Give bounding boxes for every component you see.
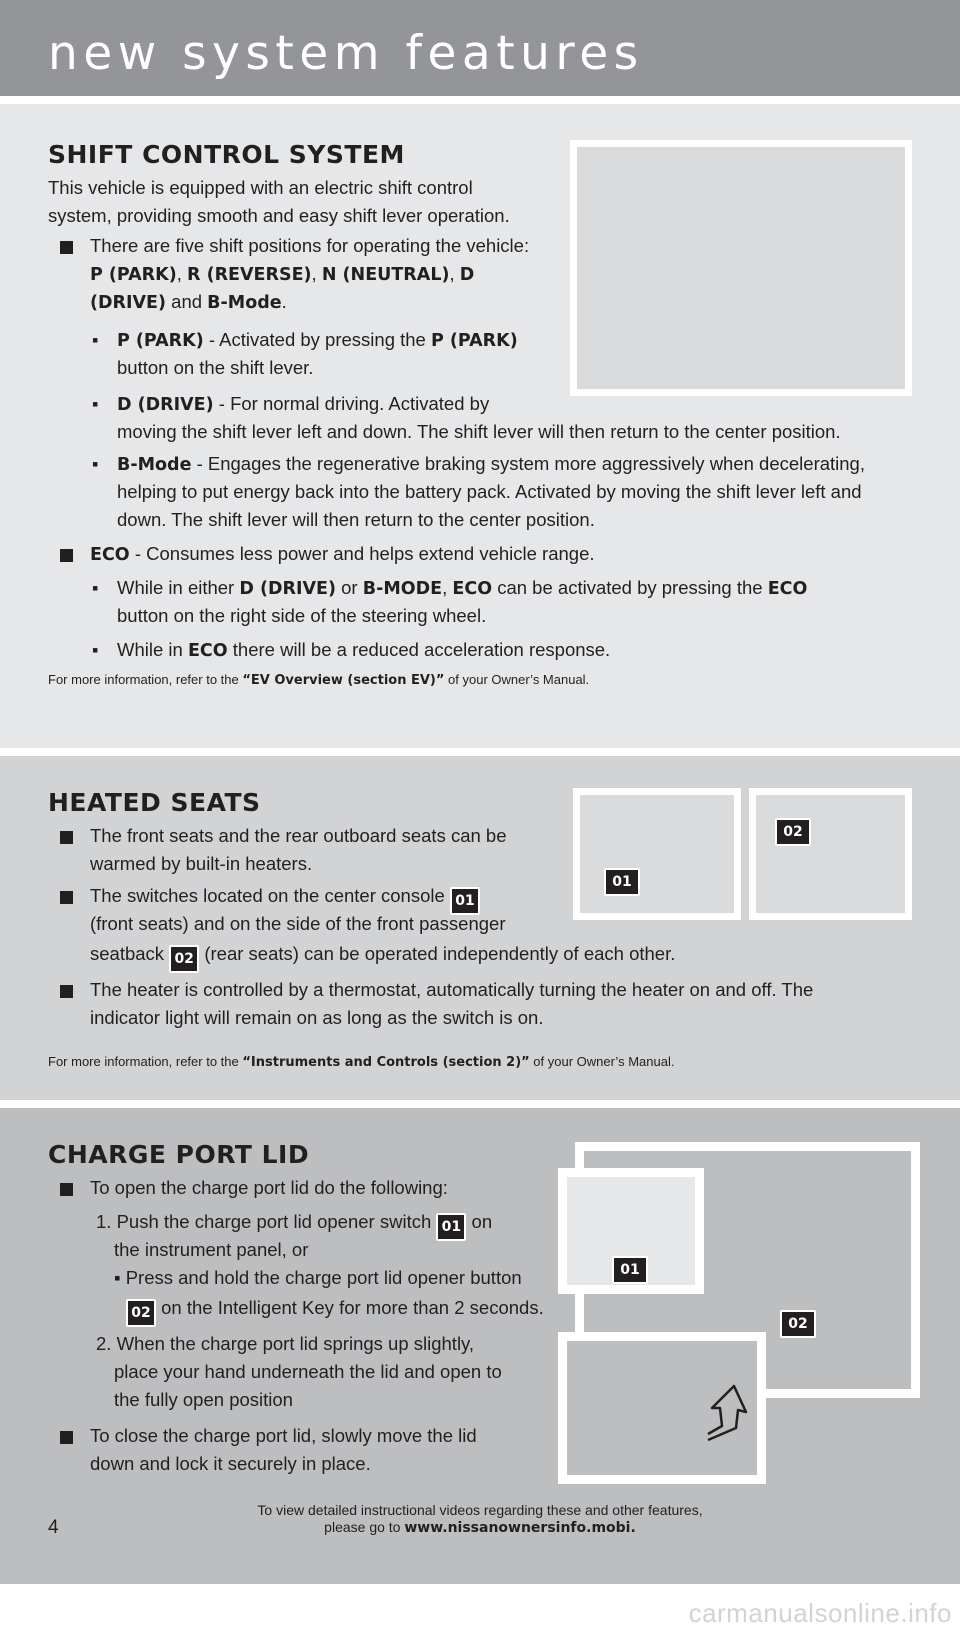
- shift-intro-line1: This vehicle is equipped with an electric shift control: [48, 177, 473, 198]
- bmode-item-line2: helping to put energy back into the battery pack. Activated by moving the shift lever left and: [117, 481, 862, 502]
- park-item-line2: button on the shift lever.: [117, 357, 314, 378]
- inline-callout-02: 02: [126, 1299, 156, 1327]
- charge-close-line2: down and lock it securely in place.: [90, 1453, 371, 1474]
- charge-step1-sub-line1: ▪ Press and hold the charge port lid opener button: [114, 1267, 522, 1288]
- label-reverse: R (REVERSE): [187, 265, 312, 285]
- bmode-item-line1: B-Mode - Engages the regenerative braking system more aggressively when decelerating,: [117, 453, 865, 475]
- heated-section-title: HEATED SEATS: [48, 788, 261, 817]
- charge-step1-sub-line2: 02 on the Intelligent Key for more than 2 seconds.: [126, 1294, 544, 1327]
- page-number: 4: [48, 1517, 59, 1538]
- heated-seats-photo-front: [573, 788, 741, 920]
- five-positions-line1: There are five shift positions for operating the vehicle:: [90, 235, 530, 256]
- eco-sub1-line1: While in either D (DRIVE) or B-MODE, ECO can be activated by pressing the ECO: [117, 577, 808, 599]
- charge-step2-line2: place your hand underneath the lid and open to: [114, 1361, 502, 1382]
- photo-callout-02: 02: [780, 1310, 816, 1338]
- footer-note-line1: To view detailed instructional videos regarding these and other features,: [257, 1502, 703, 1518]
- shift-more-info: For more information, refer to the “EV Overview (section EV)” of your Owner’s Manual.: [48, 672, 590, 688]
- bullet-square-icon: [60, 891, 73, 904]
- label-drive: (DRIVE): [90, 293, 167, 313]
- charge-open-line: To open the charge port lid do the following:: [90, 1177, 448, 1198]
- bullet-square-icon: [60, 1183, 73, 1196]
- five-positions-line2: P (PARK), R (REVERSE), N (NEUTRAL), D: [90, 263, 475, 285]
- heated-item3-line2: indicator light will remain on as long as the switch is on.: [90, 1007, 544, 1028]
- bullet-dot-icon: ▪: [92, 454, 99, 474]
- heated-item3-line1: The heater is controlled by a thermostat, automatically turning the heater on and off. The: [90, 979, 814, 1000]
- page-title: new system features: [48, 26, 644, 81]
- park-item-line1: P (PARK) - Activated by pressing the P (PARK): [117, 329, 518, 351]
- heated-more-info: For more information, refer to the “Instruments and Controls (section 2)” of your Owner’s Manual.: [48, 1054, 675, 1070]
- drive-item-line2: moving the shift lever left and down. The shift lever will then return to the center position.: [117, 421, 841, 442]
- eco-line: ECO - Consumes less power and helps extend vehicle range.: [90, 543, 595, 565]
- bullet-dot-icon: ▪: [92, 640, 99, 660]
- bullet-square-icon: [60, 549, 73, 562]
- bullet-square-icon: [60, 241, 73, 254]
- bullet-square-icon: [60, 985, 73, 998]
- label-park: P (PARK): [90, 265, 177, 285]
- watermark: carmanualsonline.info: [688, 1598, 952, 1628]
- shift-control-photo: [570, 140, 912, 396]
- bmode-item-line3: down. The shift lever will then return to the center position.: [117, 509, 595, 530]
- heated-item1-line2: warmed by built-in heaters.: [90, 853, 313, 874]
- heated-item1-line1: The front seats and the rear outboard seats can be: [90, 825, 507, 846]
- bullet-dot-icon: ▪: [92, 394, 99, 414]
- shift-control-section: [0, 104, 960, 748]
- label-d: D: [459, 265, 475, 285]
- bullet-square-icon: [60, 831, 73, 844]
- bullet-square-icon: [60, 1431, 73, 1444]
- charge-close-line1: To close the charge port lid, slowly move the lid: [90, 1425, 477, 1446]
- heated-seats-photo-rear: [749, 788, 912, 920]
- eco-sub1-line2: button on the right side of the steering wheel.: [117, 605, 487, 626]
- shift-section-title: SHIFT CONTROL SYSTEM: [48, 140, 405, 169]
- bullet-dot-icon: ▪: [92, 578, 99, 598]
- drive-item-line1: D (DRIVE) - For normal driving. Activated by: [117, 393, 490, 415]
- heated-item2-line2: (front seats) and on the side of the front passenger: [90, 913, 506, 934]
- photo-callout-01: 01: [604, 868, 640, 896]
- charge-step1-line1: 1. Push the charge port lid opener switch 01 on: [96, 1208, 492, 1241]
- charge-step2-line3: the fully open position: [114, 1389, 293, 1410]
- inline-callout-01: 01: [436, 1213, 466, 1241]
- label-neutral: N (NEUTRAL): [321, 265, 450, 285]
- footer-url-link[interactable]: www.nissanownersinfo.mobi.: [404, 1520, 636, 1536]
- heated-seats-section: [0, 756, 960, 1100]
- inline-callout-02: 02: [169, 945, 199, 973]
- heated-item2-line1: The switches located on the center console 01: [90, 882, 480, 915]
- charge-step2-line1: 2. When the charge port lid springs up slightly,: [96, 1333, 475, 1354]
- heated-item2-line3: seatback 02 (rear seats) can be operated independently of each other.: [90, 940, 675, 973]
- charge-section-title: CHARGE PORT LID: [48, 1140, 310, 1169]
- charge-step1-line2: the instrument panel, or: [114, 1239, 309, 1260]
- arrow-up-icon: [700, 1378, 764, 1442]
- inline-callout-01: 01: [450, 887, 480, 915]
- photo-callout-02: 02: [775, 818, 811, 846]
- eco-sub2-line: While in ECO there will be a reduced acceleration response.: [117, 639, 611, 661]
- charge-port-section: [0, 1108, 960, 1584]
- page-header: [0, 0, 960, 96]
- footer-note-line2: please go to www.nissanownersinfo.mobi.: [324, 1519, 636, 1536]
- label-bmode: B-Mode: [207, 293, 282, 313]
- bullet-dot-icon: ▪: [92, 330, 99, 350]
- photo-callout-01: 01: [612, 1256, 648, 1284]
- shift-intro-line2: system, providing smooth and easy shift lever operation.: [48, 205, 510, 226]
- five-positions-line3: (DRIVE) and B-Mode.: [90, 291, 287, 313]
